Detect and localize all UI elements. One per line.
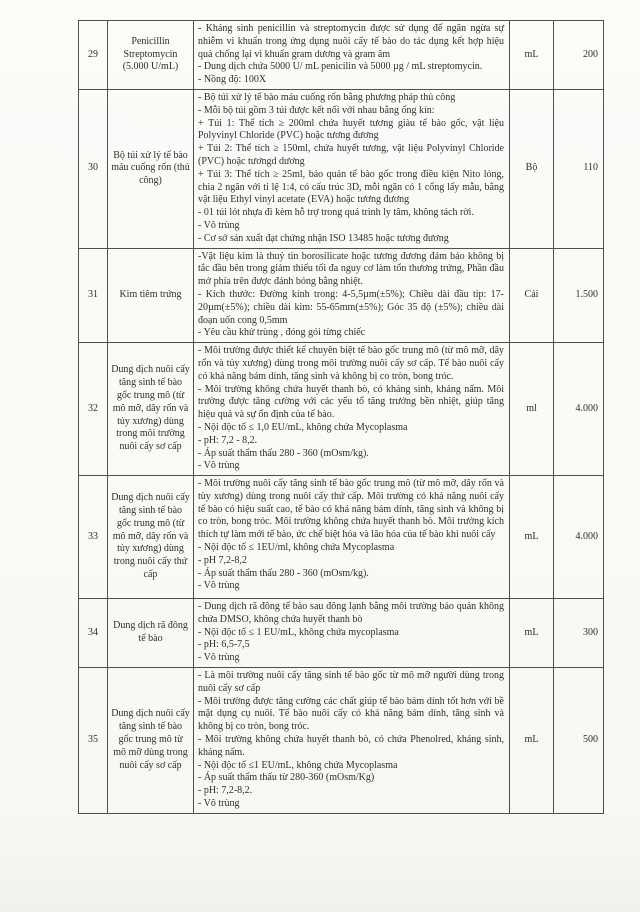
spec-line: - Môi trường không chứa huyết thanh bò, có kháng sinh, kháng nấm. Môi trường được tăng cường với các yếu tố tăng trưởng bền nhiệt, giúp tăng hiệu quả và sự ổn định của tế bào.	[198, 383, 504, 421]
item-number-cell: 31	[79, 248, 108, 343]
item-qty-cell: 500	[554, 668, 604, 814]
item-spec-cell	[194, 89, 510, 248]
spec-line: - Áp suất thẩm thấu 280 - 360 (mOsm/kg).	[198, 447, 369, 459]
item-number-cell: 35	[79, 668, 108, 814]
spec-line: - Là môi trường nuôi cấy tăng sinh tế bào gốc từ mô mỡ người dùng trong nuôi cấy sơ cấp	[198, 670, 504, 694]
spec-line: - Vô trùng	[198, 219, 240, 231]
spec-line: - Nội độc tố ≤ 1,0 EU/mL, không chứa Mycoplasma	[198, 421, 408, 433]
spec-line: - Bộ túi xử lý tế bào máu cuống rốn bằng phương pháp thủ công	[198, 91, 456, 103]
spec-line: - Áp suất thẩm thấu 280 - 360 (mOsm/kg).	[198, 567, 369, 579]
scan-shadow	[0, 840, 640, 912]
spec-line: + Túi 3: Thể tích ≥ 25ml, bảo quản tế bào gốc trong điều kiện Nito lỏng, chia 2 ngăn với tỉ lệ 1:4, có cấu trúc 3D, mỗi ngăn có 1 cổng lấy mẫu, bằng vật liệu Ethyl vinyl acetate (EVA) hoặc tương đương	[198, 168, 504, 206]
item-unit-cell: Bộ	[510, 89, 554, 248]
item-spec-cell	[194, 248, 510, 343]
spec-line: - Dung dịch chứa 5000 U/ mL penicilin và 5000 µg / mL streptomycin.	[198, 61, 483, 73]
spec-line: - Môi trường được thiết kế chuyên biệt tế bào gốc trung mô (từ mô mỡ, dây rốn và tủy xương) dùng trong môi trường nuôi cấy sơ cấp. Tế bào nuôi cấy có khả năng bám dính, tăng sinh và không bị co tròn, bong tróc.	[198, 345, 504, 382]
items-table-body	[79, 21, 604, 814]
item-qty-cell: 300	[554, 599, 604, 668]
spec-line: - Cơ sở sản xuất đạt chứng nhận ISO 13485 hoặc tương đương	[198, 232, 449, 244]
spec-line: - pH: 7,2 - 8,2.	[198, 434, 258, 446]
item-name-cell: Kim tiêm trứng	[108, 248, 194, 343]
item-qty-cell: 1.500	[554, 248, 604, 343]
item-qty-cell: 4.000	[554, 343, 604, 476]
spec-line: - 01 túi lót nhựa đi kèm hỗ trợ trong quá trình ly tâm, không tách rời.	[198, 207, 474, 219]
item-qty-cell: 110	[554, 89, 604, 248]
item-unit-cell: mL	[510, 476, 554, 599]
item-number-cell: 32	[79, 343, 108, 476]
spec-line: - Kháng sinh penicillin và streptomycin được sử dụng để ngăn ngừa sự nhiễm vi khuẩn trong ứng dụng nuôi cấy tế bào do tác dụng kết hợp hiệu quả chống lại vi khuẩn gram dương và gram âm	[198, 23, 504, 60]
item-name-cell: Bộ túi xử lý tế bào máu cuống rốn (thủ công)	[108, 89, 194, 248]
spec-line: - Nồng độ: 100X	[198, 74, 267, 86]
spec-line: - Môi trường không chứa huyết thanh bò, có chứa Phenolred, kháng sinh, kháng nấm.	[198, 734, 504, 758]
item-unit-cell: mL	[510, 599, 554, 668]
item-name-cell: Penicillin Streptomycin (5.000 U/mL)	[108, 21, 194, 90]
item-unit-cell: mL	[510, 21, 554, 90]
spec-line: + Túi 1: Thể tích ≥ 200ml chứa huyết tương giàu tế bào gốc, vật liệu Polyvinyl Chloride (PVC) hoặc tương đương	[198, 117, 504, 142]
spec-line: - Nội độc tố ≤ 1 EU/mL, không chứa mycoplasma	[198, 626, 399, 638]
spec-line: - Áp suất thẩm thấu từ 280-360 (mOsm/Kg)	[198, 772, 375, 784]
spec-line: - Môi trường được tăng cường các chất giúp tế bào bám dính tốt hơn với bề mặt dụng cụ nuôi. Tế bào nuôi cấy có khả năng bám dính, tăng sinh và không bị co tròn, bong tróc.	[198, 695, 504, 733]
spec-line: - pH 7,2-8,2	[198, 554, 247, 566]
spec-line: -Vật liệu kim là thuỷ tin borosilicate hoặc tương đương đảm bảo không bị tắc đầu bên trong giảm thiểu tối đa nguy cơ làm tổn thương trứng, Phần đầu mở phía trên được đánh bóng bằng nhiệt.	[198, 250, 504, 288]
spec-line: - Vô trùng	[198, 798, 240, 810]
table-row	[79, 89, 604, 248]
spec-line: - Nội độc tố ≤1 EU/mL, không chứa Mycoplasma	[198, 759, 398, 771]
item-number-cell: 29	[79, 21, 108, 90]
spec-line: - Mỗi bộ túi gồm 3 túi được kết nối với nhau bằng ống kín:	[198, 104, 435, 116]
spec-line: - Kích thước: Đường kính trong: 4-5,5µm(±5%); Chiều dài đầu tip: 17-20µm(±5%); chiều dài kim: 55-65mm(±5%); Góc 35 độ (±5%); chiều dài đoạn uốn cong 0,5mm	[198, 288, 504, 326]
item-name-cell: Dung dịch rã đông tế bào	[108, 599, 194, 668]
spec-line: - Yêu cầu khử trùng , đóng gói từng chiếc	[198, 327, 366, 339]
item-spec-cell	[194, 343, 510, 476]
table-row	[79, 668, 604, 814]
spec-line: - pH: 7,2-8,2.	[198, 785, 253, 797]
spec-line: - Dung dịch rã đông tế bào sau đông lạnh bằng môi trường bảo quản không chứa DMSO, không chứa huyết thanh bò	[198, 601, 504, 625]
table-row	[79, 599, 604, 668]
items-table	[78, 20, 604, 814]
item-qty-cell: 200	[554, 21, 604, 90]
item-number-cell: 33	[79, 476, 108, 599]
item-unit-cell: mL	[510, 668, 554, 814]
item-number-cell: 30	[79, 89, 108, 248]
table-row	[79, 476, 604, 599]
item-spec-cell	[194, 668, 510, 814]
spec-line: - pH: 6,5-7,5	[198, 639, 250, 651]
table-row	[79, 343, 604, 476]
spec-line: - Vô trùng	[198, 652, 240, 664]
item-spec-cell	[194, 476, 510, 599]
item-name-cell: Dung dịch nuôi cấy tăng sinh tế bào gốc trung mô (từ mô mỡ, dây rốn và tủy xương) dùng trong môi trường nuôi cấy sơ cấp	[108, 343, 194, 476]
item-qty-cell: 4.000	[554, 476, 604, 599]
spec-line: - Vô trùng	[198, 460, 240, 472]
spec-line: + Túi 2: Thể tích ≥ 150ml, chứa huyết tương, vật liệu Polyvinyl Chloride (PVC) hoặc tươngd dương	[198, 143, 504, 167]
item-name-cell: Dung dịch nuôi cấy tăng sinh tế bào gốc trung mô (từ mô mỡ, dây rốn và tủy xương) dùng trong nuôi cấy thứ cấp	[108, 476, 194, 599]
item-name-cell: Dung dịch nuôi cấy tăng sinh tế bào gốc trung mô từ mô mỡ dùng trong nuôi cấy sơ cấp	[108, 668, 194, 814]
item-spec-cell	[194, 599, 510, 668]
spec-line: - Vô trùng	[198, 580, 240, 592]
table-row	[79, 21, 604, 90]
table-row	[79, 248, 604, 343]
item-unit-cell: ml	[510, 343, 554, 476]
spec-line: - Môi trường nuôi cấy tăng sinh tế bào gốc trung mô (từ mô mỡ, dây rốn và tùy xương) dùng trong nuôi cấy thứ cấp. Môi trường có khả năng nuôi cấy tế bào có hiệu suất cao, tế bào có khả năng bám dính, tăng sinh và không bị co tròn, bong tróc. Môi trường không chứa huyết thanh bò. Môi trường kích thích tự làm mới tế bào, ức chế biệt hóa và lão hóa của tế bào khi nuôi cấy	[198, 478, 504, 541]
spec-line: - Nội độc tố ≤ 1EU/ml, không chứa Mycoplasma	[198, 542, 395, 554]
item-unit-cell: Cái	[510, 248, 554, 343]
item-number-cell: 34	[79, 599, 108, 668]
item-spec-cell	[194, 21, 510, 90]
